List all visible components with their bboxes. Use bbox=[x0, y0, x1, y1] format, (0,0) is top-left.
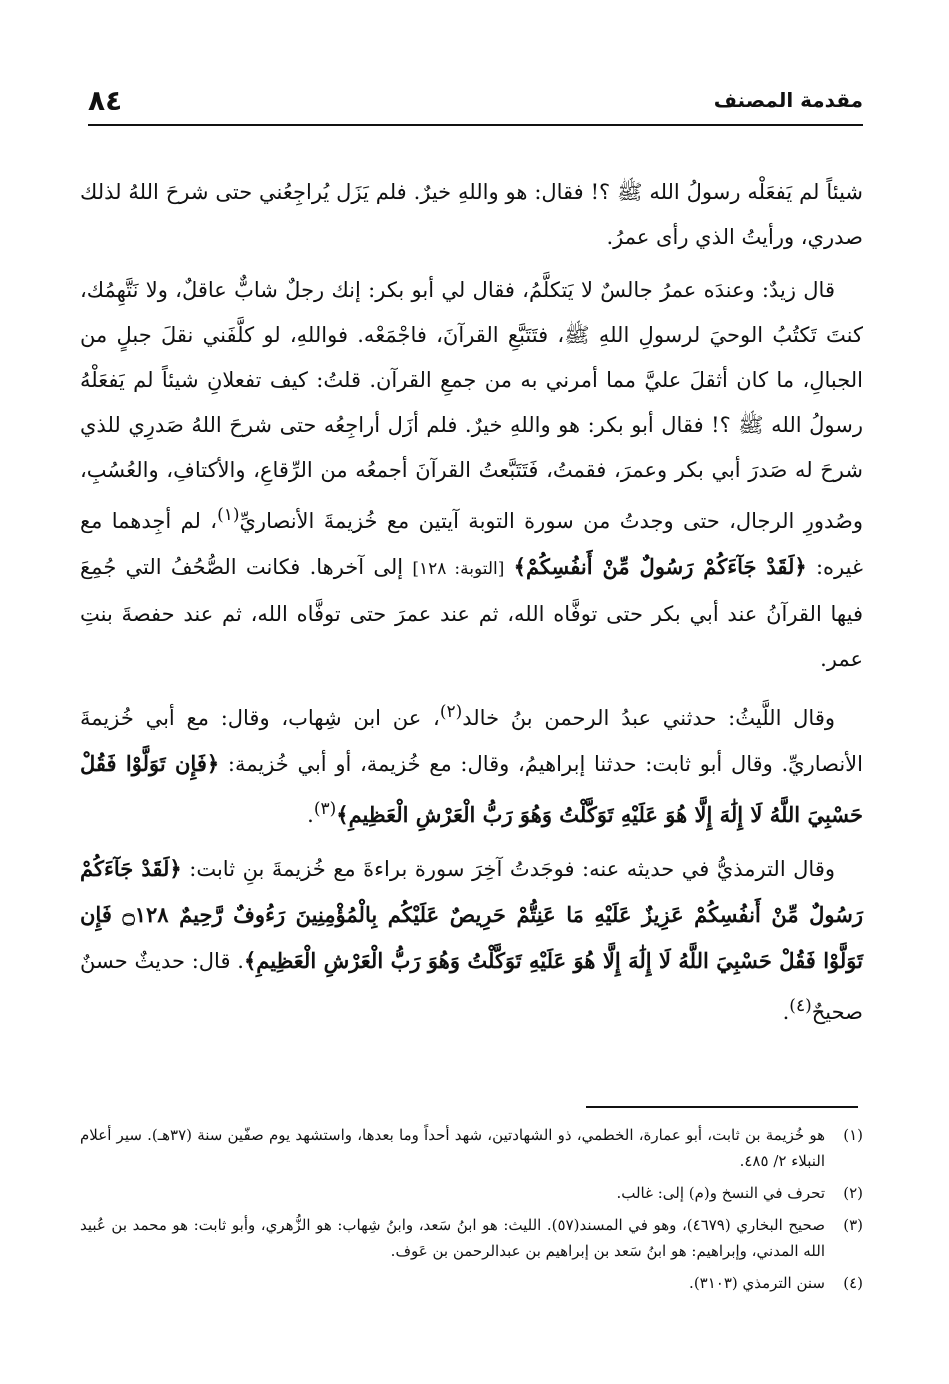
paragraph-2-text-c: إلى آخرها. فكانت الصُّحُفُ التي جُمِعَ فيها القرآنُ عند أبي بكر حتى توفَّاه الله، ثم عند عمرَ حتى توفَّاه الله، ثم عند حفصةَ بنتِ عمر. bbox=[80, 555, 863, 671]
footnote-text: سنن الترمذي (٣١٠٣). bbox=[689, 1274, 825, 1292]
page-number: ٨٤ bbox=[88, 84, 123, 117]
footnote bbox=[80, 1270, 863, 1296]
footnote-number: (٢) bbox=[843, 1184, 863, 1202]
paragraph-1: شيئاً لم يَفعَلْه رسولُ الله ﷺ ؟! فقال: هو واللهِ خيرٌ. فلم يَزَل يُراجِعُني حتى شرحَ اللهُ لذلك صدري، ورأيتُ الذي رأى عمرُ. bbox=[80, 180, 863, 249]
paragraph-3-text: وقال اللَّيثُ: حدثني عبدُ الرحمن بنُ خالد bbox=[462, 706, 835, 730]
paragraph-3-text-b: ، عن ابن شِهاب، وقال: مع أبي خُزيمةَ الأنصاريِّ. وقال أبو ثابت: حدثنا إبراهيمُ، وقال: مع خُزيمة، أو أبي خُزيمة: bbox=[80, 706, 863, 776]
header-rule bbox=[88, 124, 863, 126]
main-text bbox=[80, 170, 863, 1043]
footnote-separator bbox=[586, 1106, 858, 1108]
running-title: مقدمة المصنف bbox=[713, 88, 863, 112]
footnote-number: (٣) bbox=[843, 1216, 863, 1234]
footnote-ref-2: (٢) bbox=[439, 702, 463, 722]
footnote bbox=[80, 1122, 863, 1174]
footnote bbox=[80, 1180, 863, 1206]
paragraph-2 bbox=[80, 268, 863, 682]
footnote-number: (٤) bbox=[843, 1274, 863, 1292]
footnote-ref-1: (١) bbox=[217, 505, 240, 525]
footnotes bbox=[80, 1122, 863, 1302]
footnote-text: هو خُزيمة بن ثابت، أبو عمارة، الخطمي، ذو الشهادتين، شهد أحداً وما بعدها، واستشهد يوم صفّين سنة (٣٧هـ). سير أعلام النبلاء ٢/ ٤٨٥. bbox=[80, 1126, 826, 1170]
footnote-text: صحيح البخاري (٤٦٧٩)، وهو في المسند(٥٧). الليث: هو ابنُ سَعد، وابنُ شِهاب: هو الزُّهري، وأبو ثابت: هو محمد بن عُبيد الله المدني، وإبراهيم: هو ابنُ سَعد بن إبراهيم بن عبدالرحمن بن عَوف. bbox=[80, 1216, 825, 1260]
paragraph-4: وقال الترمذيُّ في حديثه عنه: فوجَدتُ آخِرَ سورة براءةَ مع خُزيمةَ بنِ ثابت: ﴿لَقَدْ جَآءَكُمْ رَسُولٌ مِّنْ أَنفُسِكُمْ عَزِيزٌ عَلَيْهِ مَا عَنِتُّمْ حَرِيصٌ عَلَيْكُم بِالْمُؤْمِنِينَ رَءُوفٌ رَّحِيمٌ ۝١٢٨ فَإِن تَوَلَّوْا فَقُلْ حَسْبِيَ اللَّهُ لَا إِلَٰهَ إِلَّا هُوَ عَلَيْهِ تَوَكَّلْتُ وَهُوَ رَبُّ الْعَرْشِ الْعَظِيمِ﴾. قال: حديثٌ حسنٌ صحيحٌ$^{(٤)}$. bbox=[80, 856, 864, 1024]
paragraph-3: وقال اللَّيثُ: حدثني عبدُ الرحمن بنُ خالد$^{(٢)}$، عن ابن شِهاب، وقال: مع أبي خُزيمةَ الأنصاريِّ. وقال أبو ثابت: حدثنا إبراهيمُ، وقال: مع خُزيمة، أو أبي خُزيمة: ﴿فَإِن تَوَلَّوْا فَقُلْ حَسْبِيَ اللَّهُ لَا إِلَٰهَ إِلَّا هُوَ عَلَيْهِ تَوَكَّلْتُ وَهُوَ رَبُّ الْعَرْشِ الْعَظِيمِ﴾$^{(٣)}$. bbox=[80, 702, 863, 827]
paragraph-2-text-b: ، لم أجِدهما مع غيره: bbox=[80, 509, 863, 579]
quran-quote-3: ﴿لَقَدْ جَآءَكُمْ رَسُولٌ مِّنْ أَنفُسِكُمْ عَزِيزٌ عَلَيْهِ مَا عَنِتُّمْ حَرِيصٌ عَلَيْكُم بِالْمُؤْمِنِينَ رَءُوفٌ رَّحِيمٌ ۝١٢٨ فَإِن تَوَلَّوْا فَقُلْ حَسْبِيَ اللَّهُ لَا إِلَٰهَ إِلَّا هُوَ عَلَيْهِ تَوَكَّلْتُ وَهُوَ رَبُّ الْعَرْشِ الْعَظِيمِ﴾ bbox=[80, 856, 864, 973]
paragraph-4-text: وقال الترمذيُّ في حديثه عنه: فوجَدتُ آخِرَ سورة براءةَ مع خُزيمةَ بنِ ثابت: bbox=[189, 857, 836, 881]
footnote-text: تحرف في النسخ و(م) إلى: غالب. bbox=[616, 1184, 825, 1202]
footnote-number: (١) bbox=[843, 1126, 863, 1144]
paragraph-2-text: قال زيدٌ: وعندَه عمرُ جالسٌ لا يَتكلَّمُ، فقال لي أبو بكر: إنك رجلٌ شابٌّ عاقلٌ، ولا نَتَّهِمُك، كنتَ تَكتُبُ الوحيَ لرسولِ اللهِ ﷺ، فتَتَبَّعِ القرآنَ، فاجْمَعْه. فواللهِ، لو كلَّفَني نقلَ جبلٍ من الجبالِ، ما كان أثقلَ عليَّ مما أمرني به من جمعِ القرآن. قلتُ: كيف تفعلانِ شيئاً لم يَفعَلْهُ رسولُ الله ﷺ ؟! فقال أبو بكر: هو واللهِ خيرٌ. فلم أزَل أراجِعُه حتى شرحَ اللهُ صَدرِي للذي شرحَ له صَدرَ أبي بكر وعمرَ، فقمتُ، فَتَتَبَّعتُ القرآنَ أجمعُه من الرِّقاعِ، والأكتافِ، والعُسُبِ، وصُدورِ الرجال، حتى وجدتُ من سورة التوبة آيتين مع خُزيمةَ الأنصاريِّ bbox=[80, 278, 863, 533]
verse-reference: [التوبة: ١٢٨] bbox=[412, 559, 505, 579]
quran-quote-2: ﴿فَإِن تَوَلَّوْا فَقُلْ حَسْبِيَ اللَّهُ لَا إِلَٰهَ إِلَّا هُوَ عَلَيْهِ تَوَكَّلْتُ وَهُوَ رَبُّ الْعَرْشِ الْعَظِيمِ﴾ bbox=[80, 751, 863, 827]
footnote-ref-4: (٤) bbox=[789, 996, 812, 1016]
paragraph-4-text-b: . قال: حديثٌ حسنٌ صحيحٌ bbox=[80, 949, 863, 1024]
footnote-ref-3: (٣) bbox=[313, 799, 337, 819]
quran-quote-1: ﴿لَقَدْ جَآءَكُمْ رَسُولٌ مِّنْ أَنفُسِكُمْ﴾ bbox=[513, 554, 807, 579]
page-header bbox=[88, 86, 863, 126]
footnote bbox=[80, 1212, 863, 1264]
